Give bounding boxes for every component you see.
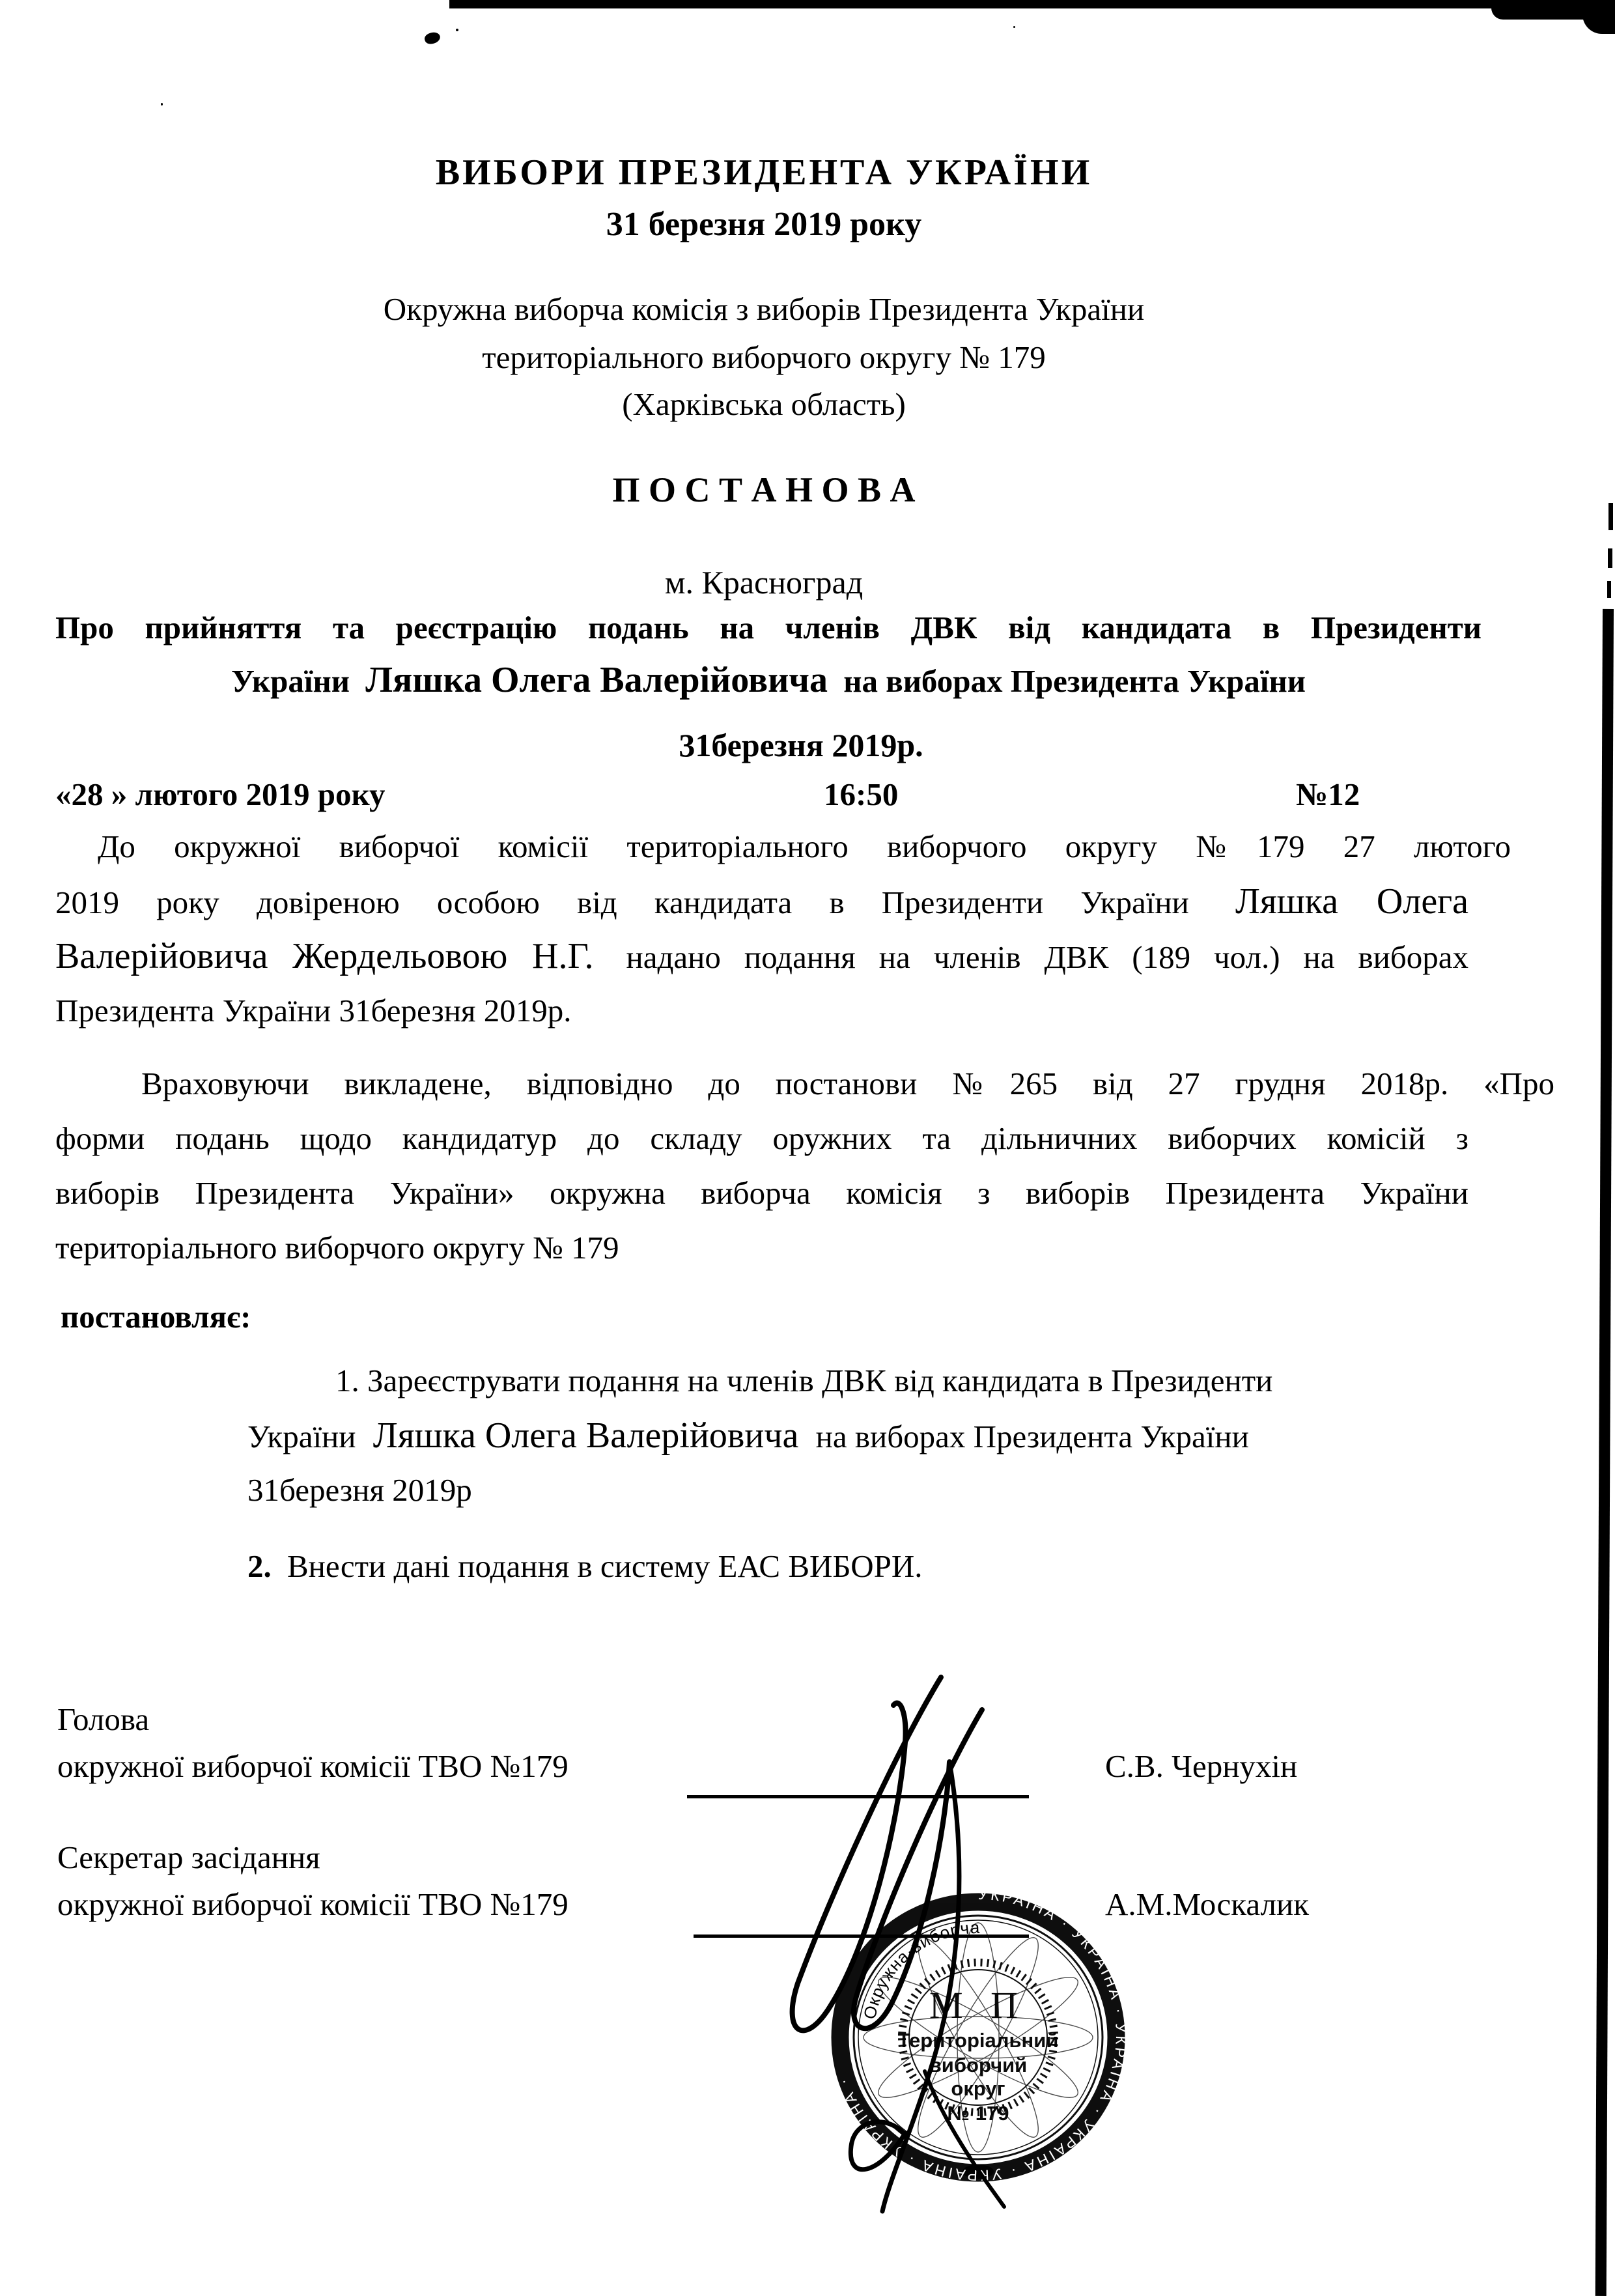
document-type-heading: П О С Т А Н О В А — [612, 470, 916, 509]
stamp-center-line3: округ — [951, 2077, 1005, 2100]
paper-speck-2 — [1013, 26, 1015, 28]
resolution-item2 — [247, 1548, 922, 1585]
head-signature-stroke-1 — [793, 1677, 941, 2030]
stamp-ring-text: Окружна·виборча·комісія з·виборів·Президента·України · Україна·Харківська·область — [815, 1869, 981, 2021]
item2-number: 2. — [247, 1548, 272, 1584]
scan-edge-right-dash-2 — [1608, 548, 1612, 568]
paragraph2-line1: Враховуючи викладене, відповідно до постанови №265 від 27 грудня 2018р. «Про — [141, 1066, 1554, 1101]
secretary-role-line2: окружної виборчої комісії ТВО №179 — [57, 1886, 569, 1922]
meta-time: 16:50 — [824, 776, 899, 812]
secretary-role-line1: Секретар засідання — [57, 1839, 320, 1875]
commission-district: територіального виборчого округу № 179 — [482, 339, 1046, 375]
paragraph1-line2-text: 2019 року довіреною особою від кандидата в Президенти України — [55, 885, 1189, 920]
paper-speck-3 — [161, 103, 163, 106]
stamp-center-line1: Територіальний — [897, 2029, 1059, 2052]
paragraph1-line1: До окружної виборчої комісії територіального виборчого округу №179 27 лютого — [98, 829, 1511, 864]
scan-edge-corner-blob — [1582, 0, 1615, 34]
paragraph1-line4: Президента України 31березня 2019р. — [55, 993, 572, 1028]
item2-text: Внести дані подання в систему ЕАС ВИБОРИ. — [287, 1548, 923, 1584]
stamp-outer-band-text: УКРАЇНА · УКРАЇНА · УКРАЇНА · УКРАЇНА · УКРАЇНА · УКРАЇНА · — [833, 1885, 1130, 2185]
resolves-label: постановляє: — [61, 1299, 251, 1335]
secretary-name: А.М.Москалик — [1105, 1886, 1309, 1922]
candidate-name: Ляшка Олега Валерійовича — [365, 660, 828, 700]
handwritten-signatures — [664, 1615, 1159, 2267]
resolution-item1-line3: 31березня 2019р — [247, 1472, 472, 1508]
document-city: м. Красноград — [664, 564, 864, 601]
scan-edge-right-dash-1 — [1608, 503, 1613, 530]
stamp-center-line4: № 179 — [947, 2102, 1009, 2125]
paragraph2-line4: територіального виборчого округу № 179 — [55, 1230, 619, 1266]
candidate-patronymic-and-proxy: Валерійовича Жердельовою Н.Г. — [55, 936, 594, 976]
stamp-mp-label: М П — [929, 1984, 1027, 2026]
paragraph2-line3: виборів Президента України» окружна виборча комісія з виборів Президента України — [55, 1175, 1468, 1211]
resolution-item1-line1: 1. Зареєструвати подання на членів ДВК від кандидата в Президенти — [335, 1363, 1273, 1398]
head-name: С.В. Чернухін — [1105, 1748, 1298, 1784]
meta-number: №12 — [1296, 776, 1360, 812]
head-role-line2: окружної виборчої комісії ТВО №179 — [57, 1748, 569, 1784]
item1-line2-prefix: України — [247, 1419, 356, 1454]
stamp-center-line2: виборчий — [929, 2054, 1028, 2076]
scan-edge-right-dash-3 — [1607, 581, 1611, 598]
candidate-first-names: Ляшка Олега — [1235, 881, 1468, 922]
subject-line-2-suffix: на виборах Президента України — [843, 663, 1306, 699]
scan-edge-top-strip — [449, 0, 1615, 8]
paragraph1-line3-text: надано подання на членів ДВК (189 чол.) на виборах — [626, 939, 1468, 975]
meta-date: «28 » лютого 2019 року — [55, 776, 386, 812]
paragraph1-line3 — [55, 938, 1468, 976]
commission-region: (Харківська область) — [622, 386, 906, 422]
paragraph1-line2 — [55, 883, 1468, 921]
commission-name: Окружна виборча комісія з виборів Президента України — [383, 291, 1145, 327]
paragraph2-line2: форми подань щодо кандидатур до складу оружних та дільничних виборчих комісій з — [55, 1120, 1468, 1156]
resolution-item1-line2 — [247, 1417, 1249, 1455]
scan-edge-right-bar — [1595, 609, 1614, 2296]
paper-speck-1 — [456, 29, 458, 31]
subject-line-2 — [55, 662, 1482, 700]
subject-line-1: Про прийняття та реєстрацію подань на членів ДВК від кандидата в Президенти — [55, 610, 1482, 645]
subject-line-2-prefix: України — [231, 663, 350, 699]
item1-candidate-name: Ляшка Олега Валерійовича — [372, 1415, 799, 1456]
election-date: 31 березня 2019 року — [606, 206, 922, 243]
election-title: ВИБОРИ ПРЕЗИДЕНТА УКРАЇНИ — [435, 152, 1093, 193]
secretary-signature-tail — [925, 2071, 1004, 2207]
head-role-line1: Голова — [57, 1701, 150, 1737]
subject-line-3: 31березня 2019р. — [679, 727, 923, 763]
head-signature-stroke-2 — [854, 1710, 982, 2028]
item1-line2-suffix: на виборах Президента України — [815, 1419, 1249, 1454]
ink-blob — [423, 31, 442, 46]
